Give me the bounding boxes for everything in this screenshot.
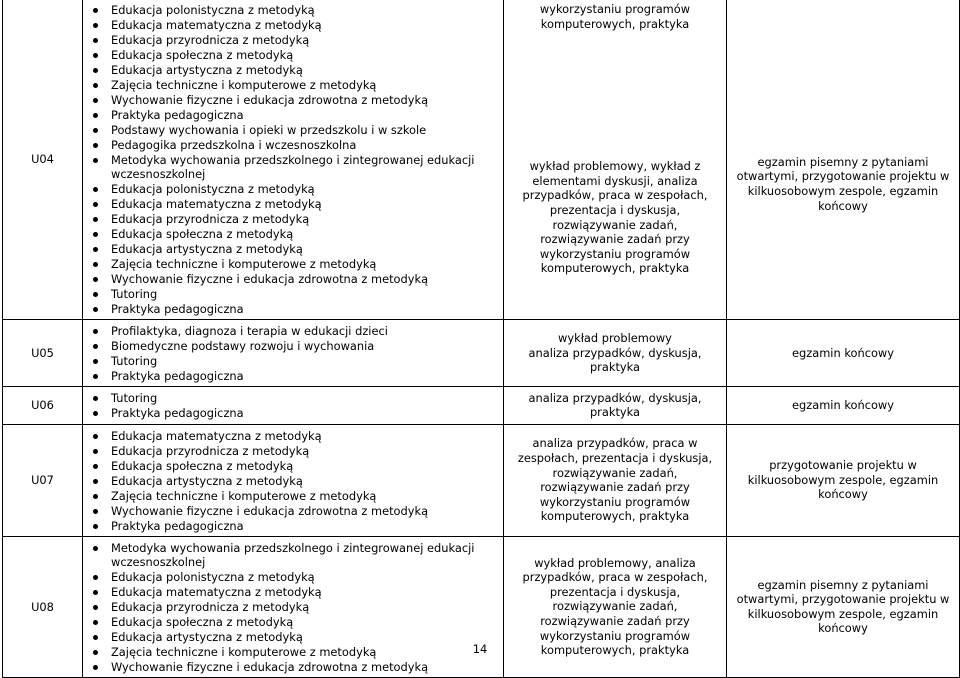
table-row-u06	[3, 386, 960, 424]
assessment-cell	[727, 386, 960, 424]
list-item: Edukacja przyrodnicza z metodyką	[91, 444, 499, 459]
list-item: Edukacja polonistyczna z metodyką	[91, 570, 499, 585]
list-item: Wychowanie fizyczne i edukacja zdrowotna z metodyką	[91, 504, 499, 519]
method-line: rozwiązywanie zadań,	[552, 465, 678, 480]
subject-list	[83, 0, 503, 319]
list-item: Edukacja artystyczna z metodyką	[91, 242, 499, 257]
subjects-cell	[83, 386, 504, 424]
list-item: Edukacja społeczna z metodyką	[91, 615, 499, 630]
method-line: wykorzystaniu programów	[539, 2, 691, 16]
assessment-line: kilkuosobowym zespole, egzamin	[747, 184, 939, 198]
assessment-line: egzamin pisemny z pytaniami	[757, 577, 929, 592]
method-line: analiza przypadków, praca w	[532, 436, 698, 451]
assessment-cell	[727, 0, 960, 320]
method-line: analiza przypadków, dyskusja,	[528, 345, 702, 360]
list-item: Edukacja społeczna z metodyką	[91, 227, 499, 242]
assessment-line: otwartymi, przygotowanie projektu w	[736, 169, 950, 184]
list-item: Tutoring	[91, 287, 499, 302]
teaching-methods-cell	[504, 536, 727, 678]
list-item: Edukacja matematyczna z metodyką	[91, 429, 499, 444]
learning-outcomes-table	[2, 0, 960, 678]
outcome-code: U07	[3, 424, 83, 536]
page-number: 14	[472, 642, 488, 656]
table-row-u08	[3, 536, 960, 678]
outcome-code: U04	[3, 0, 83, 320]
method-line: przypadków, praca w zespołach,	[522, 570, 708, 585]
teaching-methods-cell	[504, 424, 727, 536]
list-item: Edukacja przyrodnicza z metodyką	[91, 33, 499, 48]
teaching-methods-cell	[504, 0, 727, 320]
list-item: Zajęcia techniczne i komputerowe z metodyką	[91, 489, 499, 504]
method-line: prezentacja i dyskusja,	[549, 202, 681, 217]
list-item: Zajęcia techniczne i komputerowe z metodyką	[91, 78, 499, 93]
method-line: rozwiązywanie zadań przy	[540, 480, 690, 495]
method-line: rozwiązywanie zadań przy	[540, 232, 690, 247]
assessment-line: egzamin końcowy	[792, 398, 894, 413]
assessment-line: końcowy	[818, 487, 868, 502]
list-item: Zajęcia techniczne i komputerowe z metodyką	[91, 257, 499, 272]
method-line: rozwiązywanie zadań przy	[540, 614, 690, 629]
list-item: Edukacja przyrodnicza z metodyką	[91, 600, 499, 615]
list-item: Tutoring	[91, 354, 499, 369]
method-line: komputerowych, praktyka	[540, 261, 690, 276]
method-line: wykorzystaniu programów	[539, 246, 691, 261]
subjects-cell	[83, 536, 504, 678]
subjects-cell	[83, 320, 504, 387]
subject-list	[83, 425, 503, 536]
outcome-code: U08	[3, 536, 83, 678]
outcome-code: U05	[3, 320, 83, 387]
list-item: Praktyka pedagogiczna	[91, 519, 499, 534]
list-item: Praktyka pedagogiczna	[91, 369, 499, 384]
list-item: Wychowanie fizyczne i edukacja zdrowotna z metodyką	[91, 660, 499, 675]
method-line: rozwiązywanie zadań,	[552, 217, 678, 232]
assessment-cell	[727, 424, 960, 536]
subjects-cell	[83, 0, 504, 320]
subject-list	[83, 320, 503, 386]
list-item: Biomedyczne podstawy rozwoju i wychowania	[91, 339, 499, 354]
list-item: Edukacja matematyczna z metodyką	[91, 197, 499, 212]
method-line: praktyka	[589, 360, 641, 375]
method-line: wykład problemowy, wykład z	[529, 159, 701, 174]
list-item: Edukacja społeczna z metodyką	[91, 459, 499, 474]
subject-list	[83, 387, 503, 423]
teaching-methods-cell	[504, 386, 727, 424]
list-item: Edukacja matematyczna z metodyką	[91, 585, 499, 600]
list-item: Praktyka pedagogiczna	[91, 302, 499, 317]
list-item: Podstawy wychowania i opieki w przedszkolu i w szkole	[91, 123, 499, 138]
assessment-line: kilkuosobowym zespole, egzamin	[747, 606, 939, 621]
list-item: Edukacja matematyczna z metodyką	[91, 18, 499, 33]
method-line: analiza przypadków, dyskusja,	[528, 390, 702, 405]
list-item: Wychowanie fizyczne i edukacja zdrowotna z metodyką	[91, 272, 499, 287]
method-line: zespołach, prezentacja i dyskusja,	[517, 450, 713, 465]
method-line: praktyka	[589, 405, 641, 420]
assessment-line: końcowy	[818, 198, 868, 213]
assessment-line: końcowy	[818, 621, 868, 636]
method-line: komputerowych, praktyka	[540, 509, 690, 524]
list-item: Edukacja społeczna z metodyką	[91, 48, 499, 63]
assessment-line: kilkuosobowym zespole, egzamin	[747, 472, 939, 487]
teaching-methods-cell	[504, 320, 727, 387]
method-line: wykład problemowy	[558, 331, 672, 346]
assessment-line: egzamin końcowy	[792, 345, 894, 360]
table-row-u07	[3, 424, 960, 536]
outcome-code: U06	[3, 386, 83, 424]
method-line: elementami dyskusji, analiza	[532, 173, 698, 188]
list-item: Praktyka pedagogiczna	[91, 406, 499, 421]
list-item: Profilaktyka, diagnoza i terapia w edukacji dzieci	[91, 324, 499, 339]
list-item: Edukacja polonistyczna z metodyką	[91, 182, 499, 197]
assessment-cell	[727, 320, 960, 387]
list-item: Zajęcia techniczne i komputerowe z metodyką	[91, 645, 499, 660]
list-item: Wychowanie fizyczne i edukacja zdrowotna z metodyką	[91, 93, 499, 108]
method-line: komputerowych, praktyka	[540, 16, 690, 31]
list-item: Edukacja artystyczna z metodyką	[91, 630, 499, 645]
list-item: Pedagogika przedszkolna i wczesnoszkolna	[91, 138, 499, 153]
list-item: Metodyka wychowania przedszkolnego i zintegrowanej edukacji wczesnoszkolnej	[91, 541, 499, 571]
table-row-u04	[3, 0, 960, 320]
assessment-cell	[727, 536, 960, 678]
assessment-line: egzamin pisemny z pytaniami	[757, 154, 929, 169]
list-item: Metodyka wychowania przedszkolnego i zintegrowanej edukacji wczesnoszkolnej	[91, 153, 499, 183]
method-line: przypadków, praca w zespołach,	[522, 188, 708, 203]
list-item: Edukacja artystyczna z metodyką	[91, 63, 499, 78]
table-row-u05	[3, 320, 960, 387]
list-item: Tutoring	[91, 391, 499, 406]
list-item: Edukacja przyrodnicza z metodyką	[91, 212, 499, 227]
method-line: wykład problemowy, analiza	[534, 555, 696, 570]
assessment-line: przygotowanie projektu w	[769, 458, 917, 473]
method-line: prezentacja i dyskusja,	[549, 584, 681, 599]
list-item: Edukacja polonistyczna z metodyką	[91, 3, 499, 18]
assessment-line: otwartymi, przygotowanie projektu w	[736, 592, 950, 607]
list-item: Praktyka pedagogiczna	[91, 108, 499, 123]
list-item: Edukacja artystyczna z metodyką	[91, 474, 499, 489]
method-line: komputerowych, praktyka	[540, 643, 690, 658]
method-line: wykorzystaniu programów	[539, 494, 691, 509]
method-line: wykorzystaniu programów	[539, 628, 691, 643]
subjects-cell	[83, 424, 504, 536]
method-line: rozwiązywanie zadań,	[552, 599, 678, 614]
